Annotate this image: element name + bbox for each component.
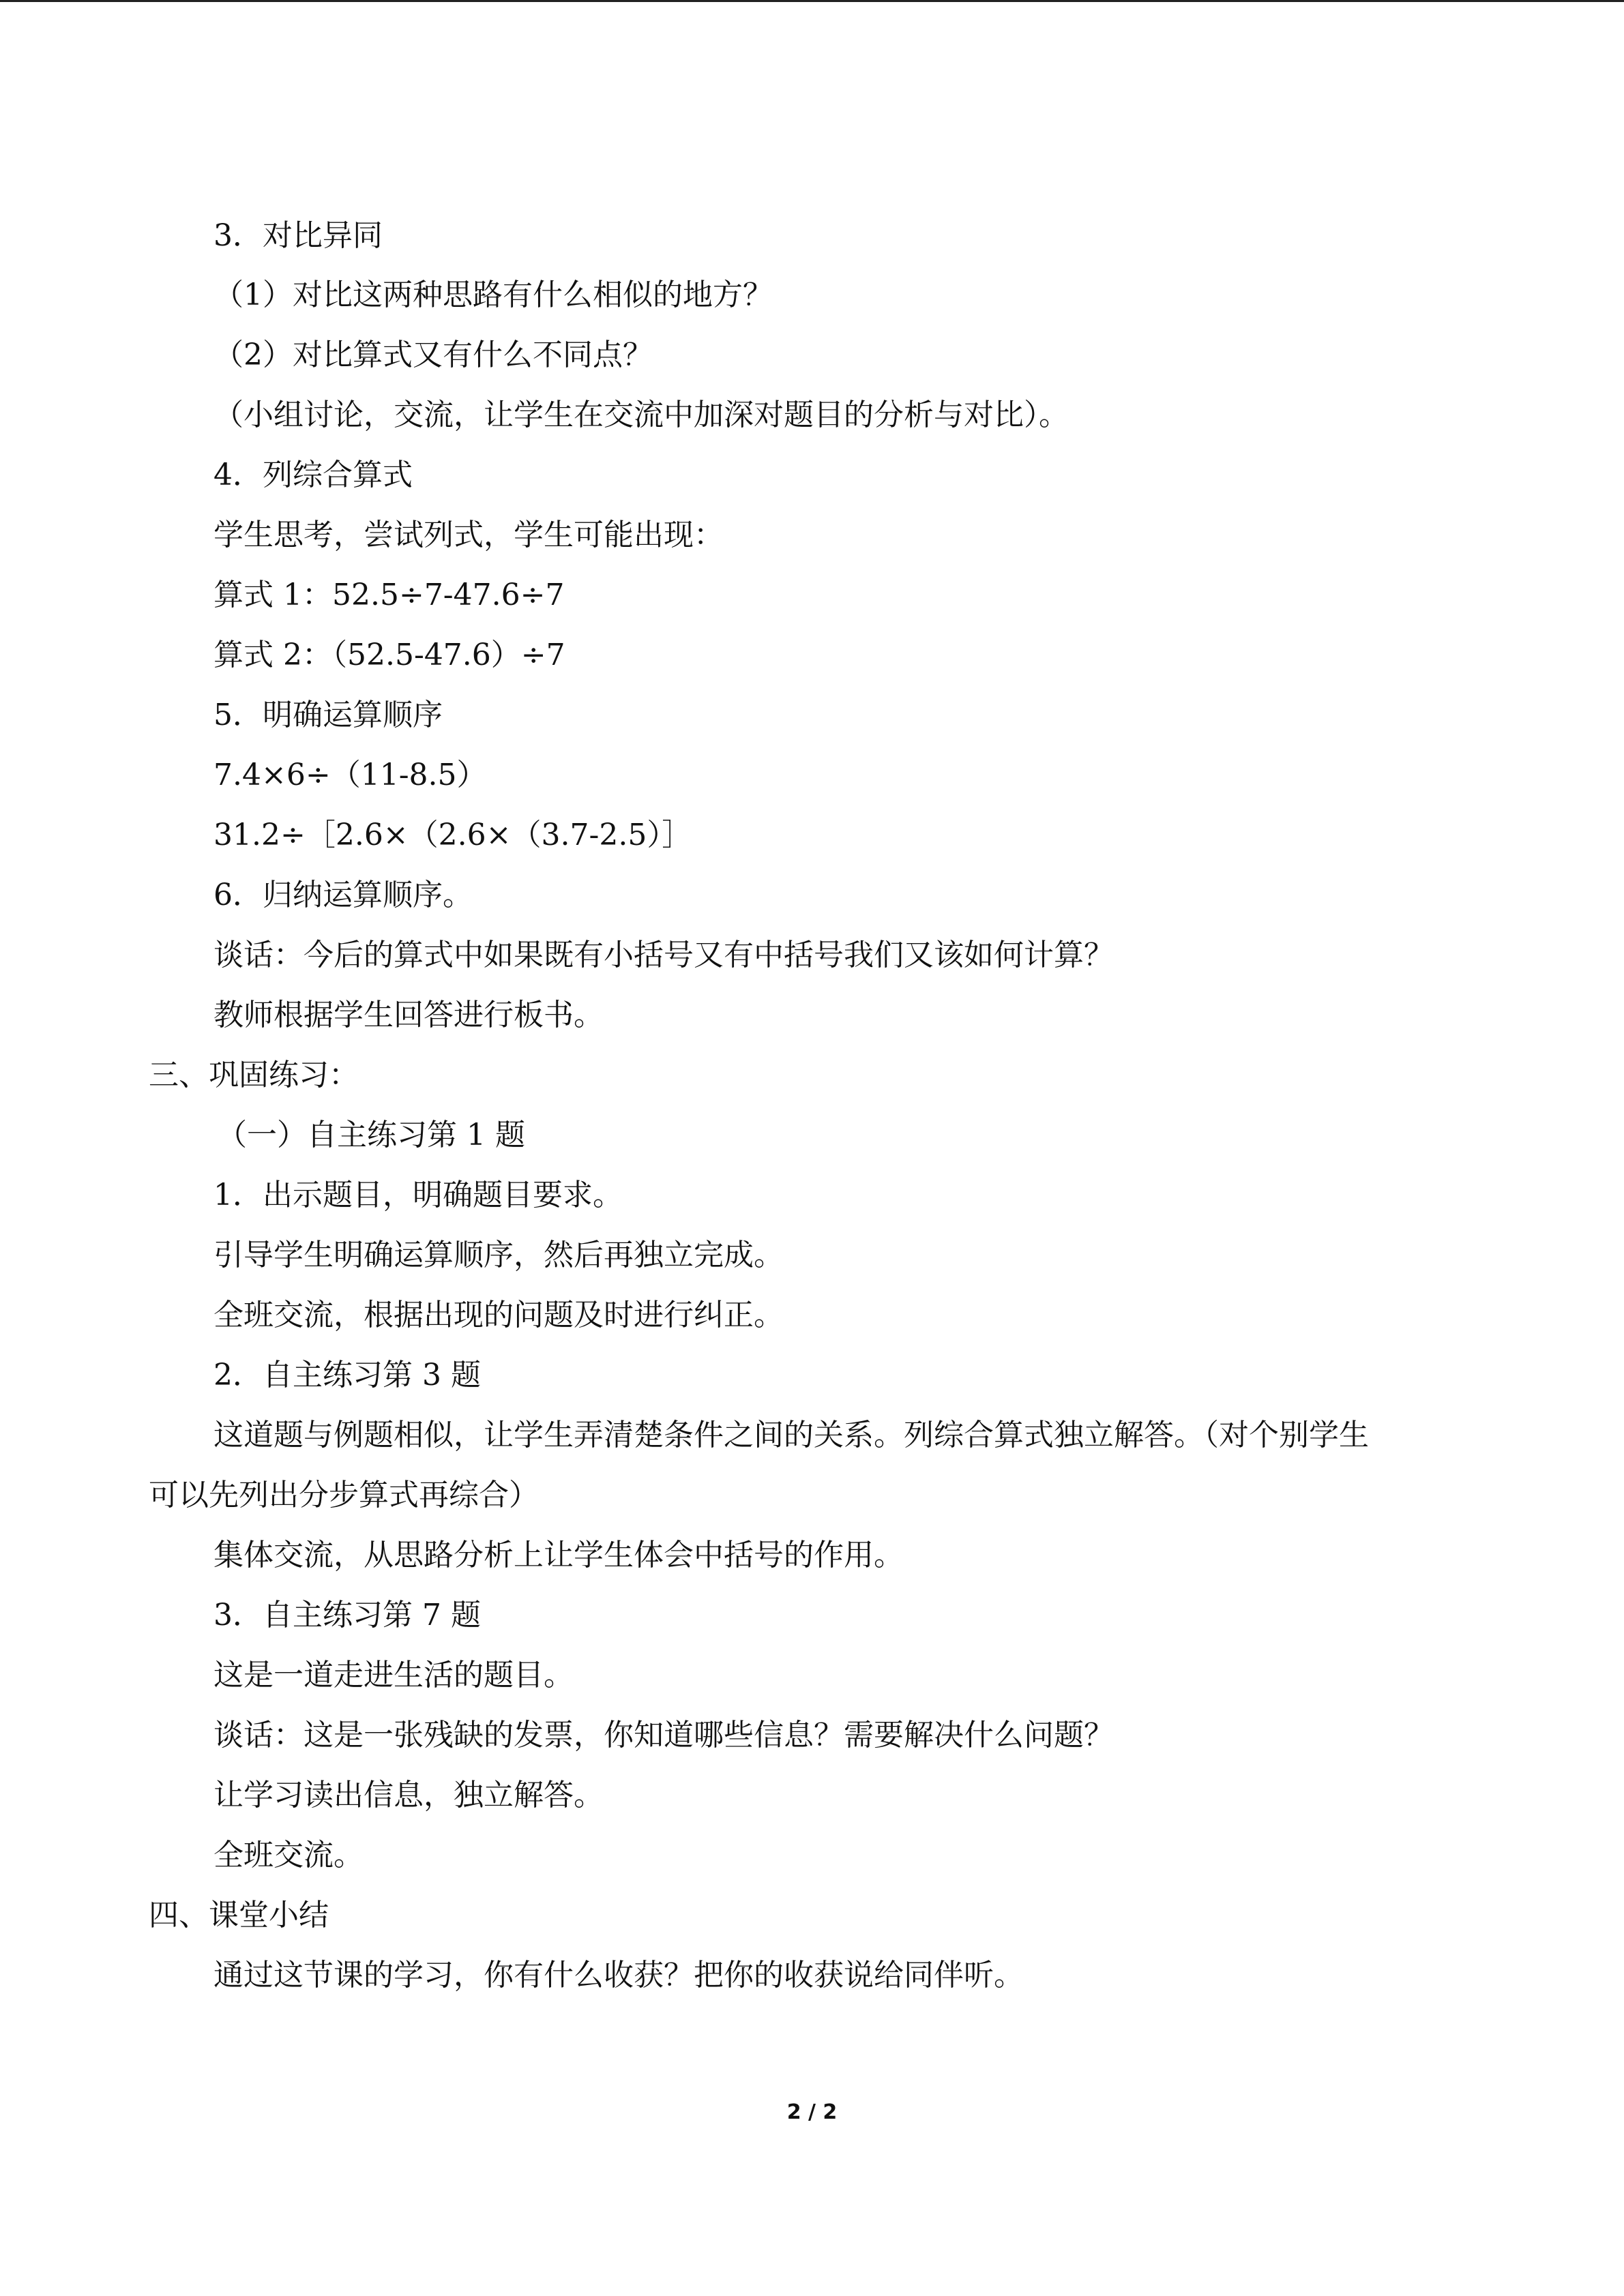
paragraph-line: 学生思考，尝试列式，学生可能出现： xyxy=(213,518,724,552)
paragraph-line: 这道题与例题相似，让学生弄清楚条件之间的关系。列综合算式独立解答。（对个别学生 xyxy=(213,1418,1369,1452)
paragraph-line: 引导学生明确运算顺序，然后再独立完成。 xyxy=(213,1238,784,1272)
paragraph-line: 4．列综合算式 xyxy=(213,458,413,492)
paragraph-line: 算式 2：（52.5-47.6）÷7 xyxy=(213,638,565,672)
paragraph-line: 谈话：今后的算式中如果既有小括号又有中括号我们又该如何计算？ xyxy=(213,938,1114,972)
paragraph-line: （1）对比这两种思路有什么相似的地方？ xyxy=(213,278,773,312)
paragraph-line: 3．自主练习第 7 题 xyxy=(213,1598,481,1632)
subsection-heading: （一）自主练习第 1 题 xyxy=(217,1118,525,1152)
paragraph-line: 可以先列出分步算式再综合） xyxy=(149,1478,539,1512)
paragraph-line: 6．归纳运算顺序。 xyxy=(213,878,473,912)
paragraph-line: （小组讨论，交流，让学生在交流中加深对题目的分析与对比）。 xyxy=(213,398,1069,432)
paragraph-line: 1．出示题目，明确题目要求。 xyxy=(213,1178,623,1212)
page-number: 2 / 2 xyxy=(786,2100,838,2124)
paragraph-line: 全班交流。 xyxy=(213,1838,364,1873)
paragraph-line: 7.4×6÷（11-8.5） xyxy=(213,758,487,792)
paragraph-line: 让学习读出信息，独立解答。 xyxy=(213,1778,604,1813)
section-heading: 三、巩固练习： xyxy=(149,1058,359,1092)
section-heading: 四、课堂小结 xyxy=(149,1898,329,1933)
paragraph-line: 这是一道走进生活的题目。 xyxy=(213,1658,574,1693)
paragraph-line: （2）对比算式又有什么不同点？ xyxy=(213,338,653,372)
paragraph-line: 集体交流，从思路分析上让学生体会中括号的作用。 xyxy=(213,1538,904,1572)
paragraph-line: 通过这节课的学习，你有什么收获？把你的收获说给同伴听。 xyxy=(213,1958,1024,1993)
paragraph-line: 31.2÷［2.6×（2.6×（3.7-2.5）］ xyxy=(213,818,692,852)
paragraph-line: 谈话：这是一张残缺的发票，你知道哪些信息？需要解决什么问题？ xyxy=(213,1718,1114,1753)
paragraph-line: 3．对比异同 xyxy=(213,218,383,253)
paragraph-line: 算式 1：52.5÷7-47.6÷7 xyxy=(213,578,565,612)
paragraph-line: 2．自主练习第 3 题 xyxy=(213,1358,481,1392)
paragraph-line: 教师根据学生回答进行板书。 xyxy=(213,998,604,1032)
paragraph-line: 5．明确运算顺序 xyxy=(213,698,443,732)
paragraph-line: 全班交流，根据出现的问题及时进行纠正。 xyxy=(213,1298,784,1332)
